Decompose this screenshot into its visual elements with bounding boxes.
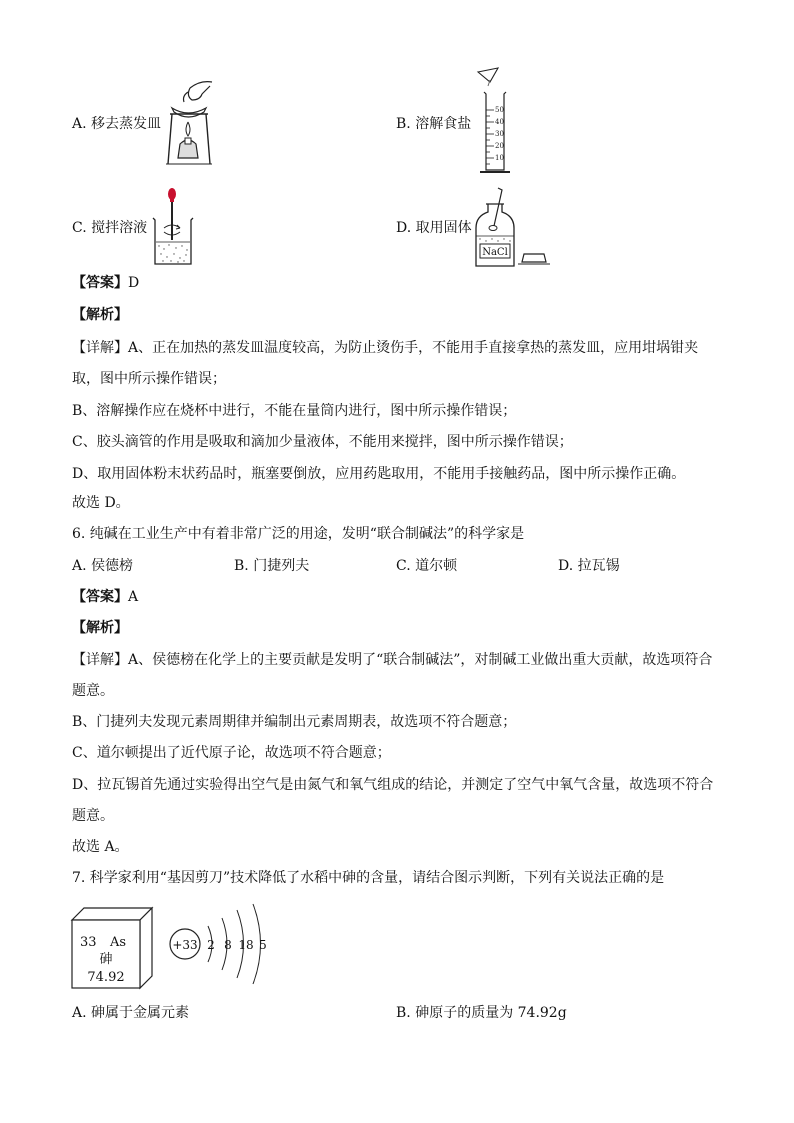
- q6-stem: 6. 纯碱在工业生产中有着非常广泛的用途，发明“联合制碱法”的科学家是: [72, 526, 525, 542]
- q7-option-a: A. 砷属于金属元素: [72, 1005, 190, 1021]
- cylinder-tick-50: 50: [495, 106, 504, 114]
- element-symbol: As: [110, 935, 127, 950]
- shell-2-electrons: 8: [224, 938, 232, 952]
- cylinder-tick-30: 30: [495, 130, 504, 138]
- evaporating-dish-figure: [160, 78, 218, 168]
- q7-option-b: B. 砷原子的质量为 74.92g: [396, 1005, 567, 1021]
- q5-detail-line-4: C、胶头滴管的作用是吸取和滴加少量液体，不能用来搅拌，图中所示操作错误；: [72, 434, 573, 450]
- reagent-bottle-figure: [472, 186, 550, 270]
- q6-conclusion: 故选 A。: [72, 839, 129, 855]
- q5-detail-line-1: 【详解】A、正在加热的蒸发皿温度较高，为防止烫伤手，不能用手直接拿热的蒸发皿，应用坩埚钳夹: [72, 340, 699, 356]
- cylinder-tick-20: 20: [495, 142, 504, 150]
- shell-1-electrons: 2: [207, 938, 215, 952]
- q5-detail-line-3: B、溶解操作应在烧杯中进行，不能在量筒内进行，图中所示操作错误；: [72, 403, 517, 419]
- nucleus-charge: +33: [172, 938, 198, 952]
- q5-option-c: C. 搅拌溶液: [72, 220, 148, 236]
- answer-label: 【答案】: [72, 589, 128, 605]
- element-atomic-mass: 74.92: [87, 970, 125, 985]
- periodic-element-cell: [70, 906, 156, 990]
- q6-option-d: D. 拉瓦锡: [558, 558, 620, 574]
- answer-value: A: [128, 589, 139, 605]
- q5-detail-line-5: D、取用固体粉末状药品时，瓶塞要倒放，应用药匙取用，不能用手接触药品，图中所示操作正确。: [72, 466, 686, 482]
- q5-detail-line-2: 取，图中所示操作错误；: [72, 371, 226, 387]
- graduated-cylinder-figure: [474, 66, 514, 178]
- cylinder-tick-10: 10: [495, 154, 504, 162]
- q6-detail-line-6: 题意。: [72, 808, 114, 824]
- q5-answer: [72, 273, 139, 293]
- q6-option-c: C. 道尔顿: [396, 558, 458, 574]
- element-name: 砷: [99, 952, 113, 967]
- q5-analysis-title: 【解析】: [72, 307, 128, 323]
- q6-detail-line-4: C、道尔顿提出了近代原子论，故选项不符合题意；: [72, 745, 391, 761]
- element-atomic-number: 33: [80, 935, 97, 950]
- bottle-label-text: NaCl: [482, 247, 508, 258]
- answer-label: 【答案】: [72, 275, 128, 291]
- q6-option-b: B. 门捷列夫: [234, 558, 310, 574]
- q5-option-d: D. 取用固体: [396, 220, 472, 236]
- q6-analysis-title: 【解析】: [72, 620, 128, 636]
- cylinder-tick-40: 40: [495, 118, 504, 126]
- q6-option-a: A. 侯德榜: [72, 558, 134, 574]
- q6-detail-line-5: D、拉瓦锡首先通过实验得出空气是由氮气和氧气组成的结论，并测定了空气中氧气含量，故选项不符合: [72, 777, 714, 793]
- shell-3-electrons: 18: [238, 938, 254, 952]
- answer-value: D: [128, 275, 140, 291]
- q5-option-b: B. 溶解食盐: [396, 116, 472, 132]
- shell-4-electrons: 5: [259, 938, 267, 952]
- q6-answer: [72, 587, 138, 607]
- q5-option-a: A. 移去蒸发皿: [72, 116, 162, 132]
- q6-detail-line-1: 【详解】A、侯德榜在化学上的主要贡献是发明了“联合制碱法”，对制碱工业做出重大贡献，故选项符合: [72, 652, 713, 668]
- atomic-structure-diagram: [166, 900, 276, 992]
- q6-detail-line-3: B、门捷列夫发现元素周期律并编制出元素周期表，故选项不符合题意；: [72, 714, 517, 730]
- q6-detail-line-2: 题意。: [72, 683, 114, 699]
- beaker-dropper-figure: [150, 186, 196, 268]
- q7-stem: 7. 科学家利用“基因剪刀”技术降低了水稻中砷的含量，请结合图示判断，下列有关说法正确的是: [72, 870, 665, 886]
- q5-conclusion: 故选 D。: [72, 495, 130, 511]
